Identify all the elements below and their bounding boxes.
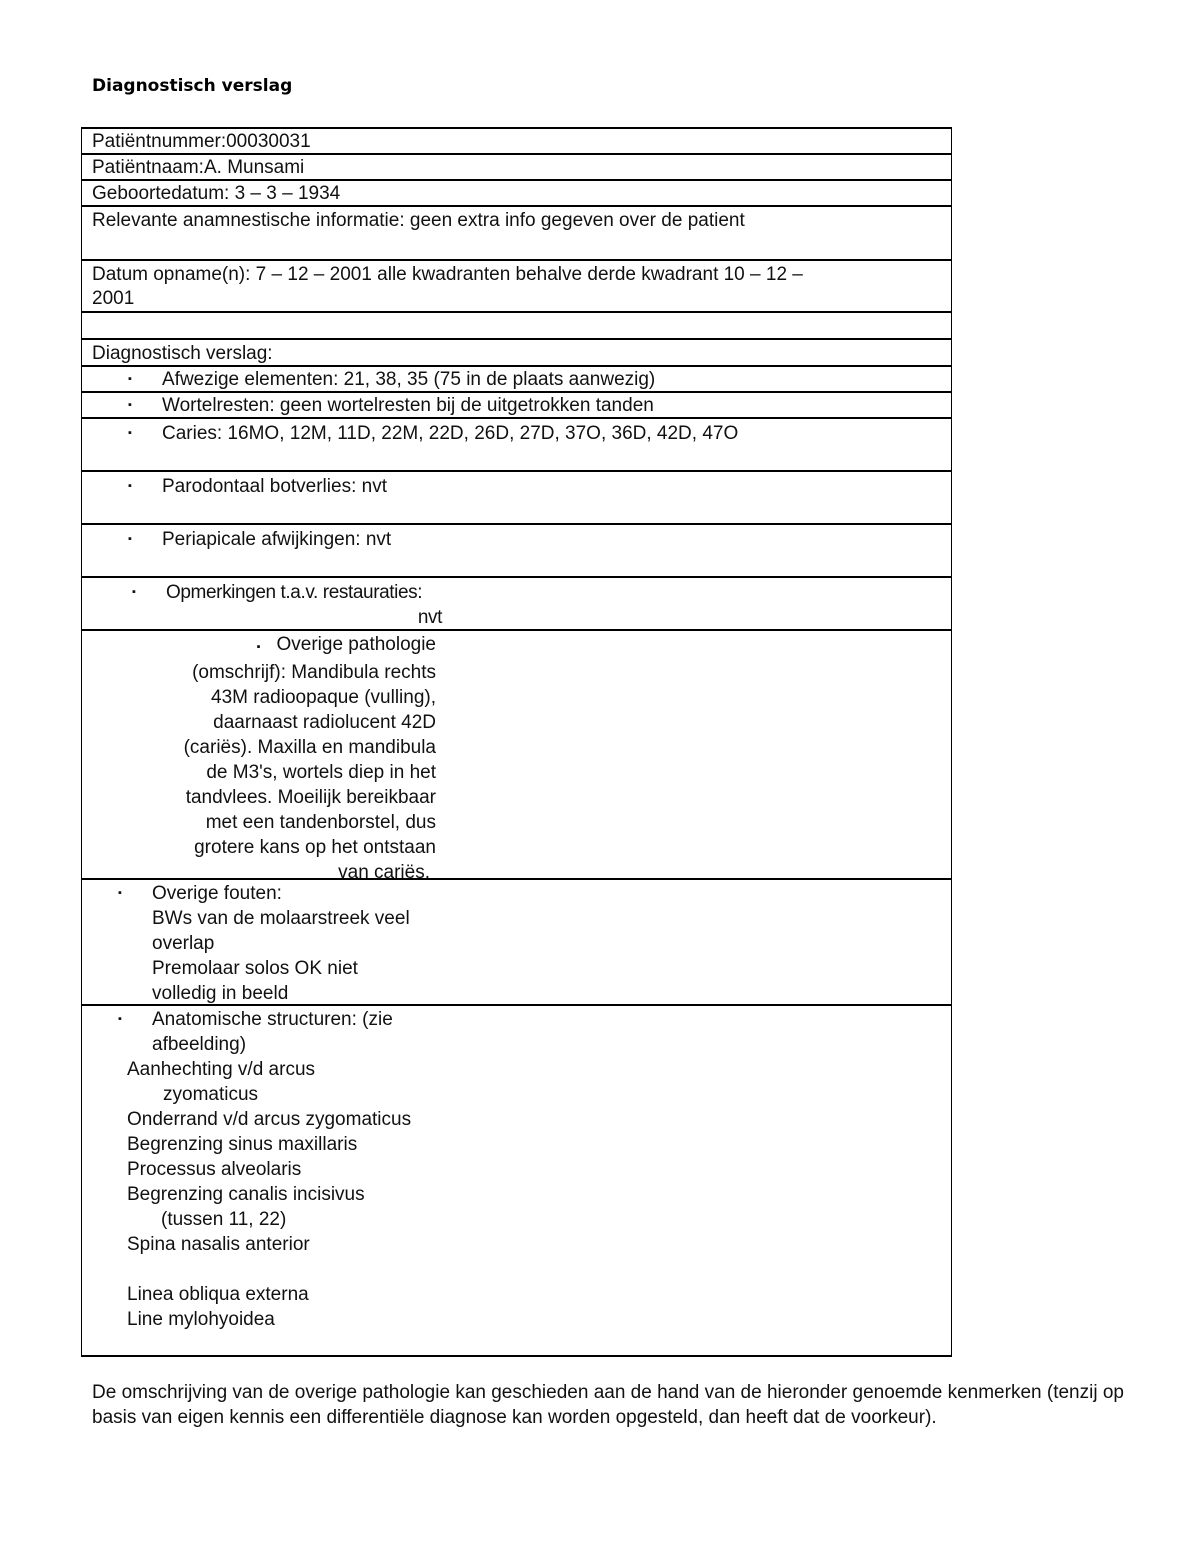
- absent-elements: Afwezige elementen: 21, 38, 35 (75 in de plaats aanwezig): [162, 369, 656, 390]
- pathology-row: [82, 631, 951, 883]
- admission-date-line2: 2001: [92, 288, 135, 309]
- anamnesis: Relevante anamnestische informatie: geen extra info gegeven over de patient: [92, 210, 745, 231]
- bone-loss: Parodontaal botverlies: nvt: [162, 476, 387, 497]
- anatomy-heading-block: [152, 1007, 393, 1057]
- patient-number-row: [82, 129, 951, 155]
- bullet-icon: ▪: [128, 533, 132, 545]
- report-heading-row: [82, 340, 951, 367]
- admission-date-line1: Datum opname(n): 7 – 12 – 2001 alle kwadranten behalve derde kwadrant 10 – 12 –: [92, 264, 803, 285]
- empty-row: [82, 313, 951, 340]
- restorations-block: [166, 580, 442, 630]
- pathology-line: (cariës). Maxilla en mandibula: [183, 737, 436, 758]
- patient-name-row: [82, 155, 951, 181]
- admission-date-row: [82, 261, 951, 313]
- anatomy-item: zyomaticus: [163, 1084, 259, 1105]
- birth-date: Geboortedatum: 3 – 3 – 1934: [92, 183, 341, 204]
- restorations-row: [82, 578, 951, 631]
- pathology-line: (omschrijf): Mandibula rechts: [192, 662, 436, 683]
- bullet-icon: ▪: [256, 641, 261, 653]
- anatomy-item: Onderrand v/d arcus zygomaticus: [127, 1109, 412, 1130]
- pathology-line: daarnaast radiolucent 42D: [213, 712, 436, 733]
- errors-line: volledig in beeld: [152, 983, 289, 1004]
- caries: Caries: 16MO, 12M, 11D, 22M, 22D, 26D, 27D, 37O, 36D, 42D, 47O: [162, 423, 739, 444]
- pathology-line: de M3's, wortels diep in het: [206, 762, 436, 783]
- periapical-row: [82, 525, 951, 578]
- restorations-value: nvt: [417, 607, 442, 628]
- anatomy-row: [82, 1006, 951, 1357]
- pathology-line: tandvlees. Moeilijk bereikbaar: [185, 787, 436, 808]
- pathology-line: met een tandenborstel, dus: [205, 812, 436, 833]
- anatomy-item: Line mylohyoidea: [127, 1309, 275, 1330]
- bullet-icon: ▪: [118, 887, 122, 899]
- errors-line: Premolaar solos OK niet: [152, 958, 358, 979]
- anatomy-item: Aanhechting v/d arcus: [127, 1059, 316, 1080]
- report-heading: Diagnostisch verslag:: [92, 343, 273, 364]
- errors-line: overlap: [152, 933, 215, 954]
- anatomy-item: Linea obliqua externa: [127, 1284, 309, 1305]
- birth-date-row: [82, 181, 951, 207]
- caries-row: [82, 419, 951, 472]
- anatomy-item: [127, 1257, 411, 1282]
- bullet-icon: ▪: [128, 480, 132, 492]
- anatomy-item: Begrenzing canalis incisivus: [127, 1184, 365, 1205]
- anatomy-item: (tussen 11, 22): [161, 1209, 287, 1230]
- pathology-line: ▪ Overige pathologie: [256, 634, 436, 655]
- patient-number: Patiëntnummer:00030031: [92, 131, 311, 152]
- bullet-icon: ▪: [128, 427, 132, 439]
- bullet-icon: ▪: [128, 399, 132, 411]
- anamnesis-row: [82, 207, 951, 261]
- errors-row: [82, 880, 951, 1006]
- pathology-block: [152, 632, 436, 885]
- restorations-line: Opmerkingen t.a.v. restauraties:: [166, 582, 423, 603]
- absent-elements-row: [82, 367, 951, 393]
- anatomy-item: Begrenzing sinus maxillaris: [127, 1134, 358, 1155]
- anatomy-list: [127, 1057, 411, 1332]
- errors-line: BWs van de molaarstreek veel: [152, 908, 410, 929]
- anatomy-item: Spina nasalis anterior: [127, 1234, 310, 1255]
- bone-loss-row: [82, 472, 951, 525]
- pathology-line: van cariës.: [338, 862, 430, 883]
- footnote-paragraph: De omschrijving van de overige pathologie kan geschieden aan de hand van de hieronder genoemde kenmerken (tenzij op basis van eigen kennis een differentiële diagnose kan worden opgesteld, dan heeft dat de voorkeur).: [92, 1382, 1124, 1428]
- document-title: Diagnostisch verslag: [92, 76, 293, 96]
- patient-name: Patiëntnaam:A. Munsami: [92, 157, 305, 178]
- anatomy-heading-line: afbeelding): [152, 1034, 247, 1055]
- bullet-icon: ▪: [118, 1013, 122, 1025]
- errors-block: [152, 881, 410, 1006]
- root-remnants-row: [82, 393, 951, 419]
- root-remnants: Wortelresten: geen wortelresten bij de uitgetrokken tanden: [162, 395, 654, 416]
- periapical: Periapicale afwijkingen: nvt: [162, 529, 392, 550]
- report-table: [81, 127, 952, 1357]
- bullet-icon: ▪: [132, 586, 136, 598]
- pathology-line: grotere kans op het ontstaan: [194, 837, 436, 858]
- anatomy-item: Processus alveolaris: [127, 1159, 302, 1180]
- pathology-line: 43M radioopaque (vulling),: [211, 687, 436, 708]
- errors-line: Overige fouten:: [152, 883, 282, 904]
- anatomy-heading-line: Anatomische structuren: (zie: [152, 1009, 393, 1030]
- bullet-icon: ▪: [128, 373, 132, 385]
